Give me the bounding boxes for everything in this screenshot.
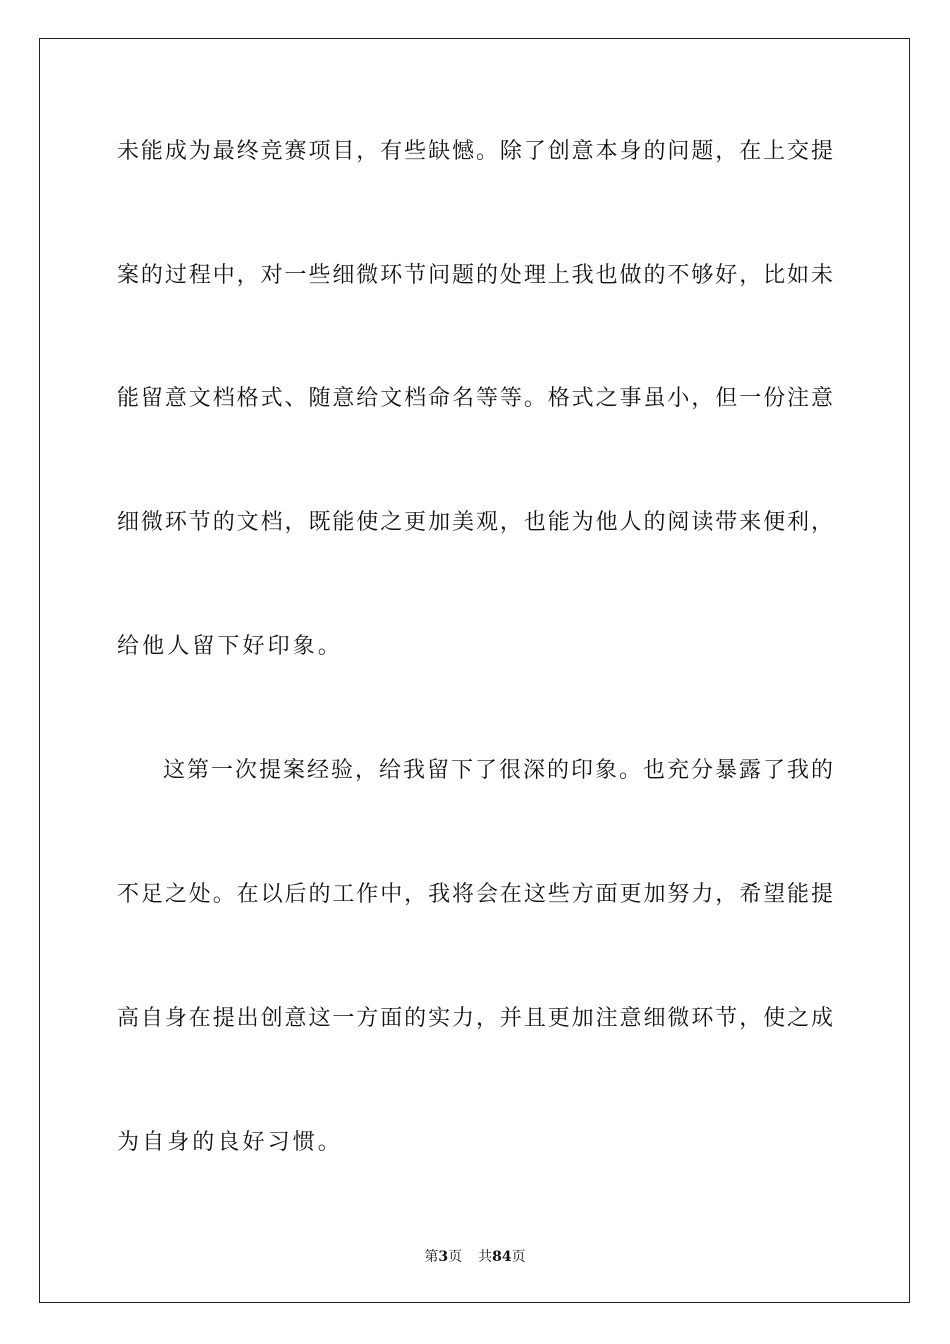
paragraph-line-4: 细微环节的文档，既能使之更加美观，也能为他人的阅读带来便利， <box>117 510 833 535</box>
paragraph-line-1: 未能成为最终竞赛项目，有些缺憾。除了创意本身的问题，在上交提 <box>117 139 833 164</box>
paragraph-line-3: 能留意文档格式、随意给文档命名等等。格式之事虽小，但一份注意 <box>117 386 833 411</box>
page-prefix: 第 <box>424 1249 439 1265</box>
page-border <box>39 38 910 1303</box>
total-pages: 84 <box>492 1249 512 1265</box>
page-suffix: 页 <box>448 1249 463 1265</box>
page-footer <box>0 1248 950 1266</box>
paragraph-line-9: 为自身的良好习惯。 <box>117 1130 343 1155</box>
paragraph-line-2: 案的过程中，对一些细微环节问题的处理上我也做的不够好，比如未 <box>117 263 833 288</box>
paragraph-line-6: 这第一次提案经验，给我留下了很深的印象。也充分暴露了我的 <box>163 758 833 783</box>
total-suffix: 页 <box>511 1249 526 1265</box>
total-prefix: 共 <box>478 1249 493 1265</box>
page-number: 3 <box>438 1249 449 1265</box>
paragraph-line-7: 不足之处。在以后的工作中，我将会在这些方面更加努力，希望能提 <box>117 882 833 907</box>
paragraph-line-8: 高自身在提出创意这一方面的实力，并且更加注意细微环节，使之成 <box>117 1006 833 1031</box>
paragraph-line-5: 给他人留下好印象。 <box>117 634 343 659</box>
